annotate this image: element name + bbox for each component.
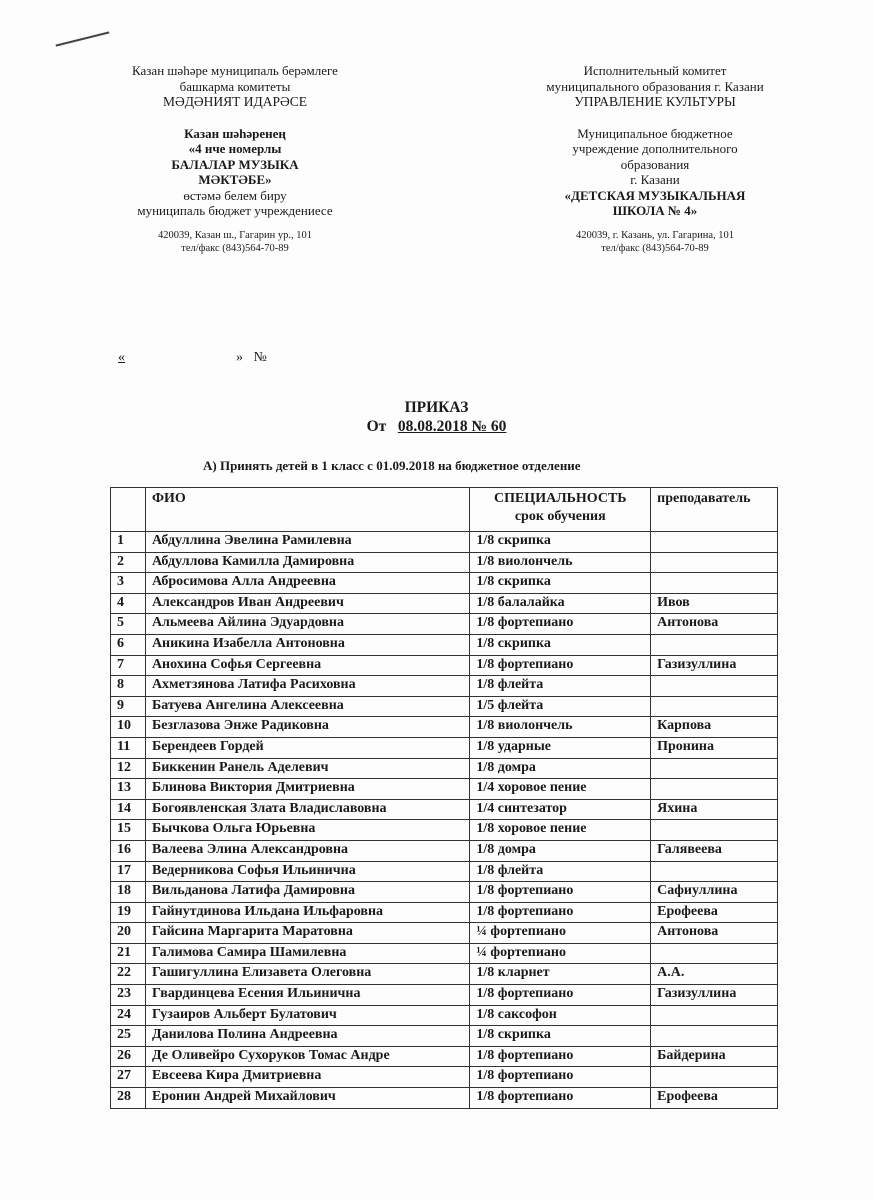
teacher: Ерофеева (651, 902, 778, 923)
teacher (651, 696, 778, 717)
table-row (111, 573, 778, 594)
table-row (111, 758, 778, 779)
table-row (111, 593, 778, 614)
school-line: Муниципальное бюджетное (577, 125, 733, 141)
specialty: 1/4 синтезатор (470, 799, 651, 820)
table-row (111, 1005, 778, 1026)
teacher: Байдерина (651, 1046, 778, 1067)
student-name: Абросимова Алла Андреевна (145, 573, 469, 594)
student-name: Гайсина Маргарита Маратовна (145, 923, 469, 944)
school-line: ШКОЛА № 4» (612, 203, 698, 218)
specialty: 1/8 флейта (470, 676, 651, 697)
header-left-tatar (110, 63, 360, 255)
specialty: 1/8 скрипка (470, 573, 651, 594)
table-row (111, 614, 778, 635)
row-number: 5 (111, 614, 146, 635)
row-number: 10 (111, 717, 146, 738)
number-sign: № (253, 350, 267, 365)
order-title (0, 398, 873, 436)
student-name: Батуева Ангелина Алексеевна (145, 696, 469, 717)
school-line: БАЛАЛАР МУЗЫКА (171, 156, 299, 172)
row-number: 26 (111, 1046, 146, 1067)
teacher (651, 676, 778, 697)
student-name: Евсеева Кира Дмитриевна (145, 1067, 469, 1088)
teacher: А.А. (651, 964, 778, 985)
school-line: «ДЕТСКАЯ МУЗЫКАЛЬНАЯ (564, 187, 746, 203)
specialty: 1/8 фортепиано (470, 614, 651, 635)
quote-close: » (236, 350, 243, 365)
table-header-row (111, 488, 778, 532)
teacher: Галявеева (651, 840, 778, 861)
specialty: 1/8 фортепиано (470, 882, 651, 903)
teacher (651, 1005, 778, 1026)
specialty: ¼ фортепиано (470, 923, 651, 944)
student-name: Ведерникова Софья Ильинична (145, 861, 469, 882)
phone: тел/факс (843)564-70-89 (601, 242, 709, 254)
teacher (651, 1026, 778, 1047)
teacher (651, 820, 778, 841)
student-name: Ахметзянова Латифа Расиховна (145, 676, 469, 697)
specialty-label: СПЕЦИАЛЬНОСТЬ (493, 491, 627, 506)
school-line: МӘКТӘБЕ» (198, 172, 272, 187)
header-specialty (470, 488, 651, 532)
table-row (111, 840, 778, 861)
term-label: срок обучения (514, 509, 606, 524)
student-name: Берендеев Гордей (145, 737, 469, 758)
pen-mark (56, 31, 110, 46)
address: 420039, Казан ш., Гагарин ур., 101 (158, 229, 312, 241)
school-line: г. Казани (630, 172, 680, 187)
teacher: Сафиуллина (651, 882, 778, 903)
specialty: 1/8 домра (470, 840, 651, 861)
student-name: Биккенин Ранель Аделевич (145, 758, 469, 779)
org-line: Исполнительный комитет (583, 63, 727, 78)
student-name: Гузаиров Альберт Булатович (145, 1005, 469, 1026)
teacher (651, 532, 778, 553)
date-number-line (118, 350, 267, 366)
table-row (111, 1026, 778, 1047)
student-name: Гвардинцева Есения Ильинична (145, 985, 469, 1006)
student-name: Гашигуллина Елизавета Олеговна (145, 964, 469, 985)
student-name: Аникина Изабелла Антоновна (145, 634, 469, 655)
order-date-number: 08.08.2018 № 60 (397, 418, 507, 435)
school-line: образования (620, 156, 690, 172)
teacher: Пронина (651, 737, 778, 758)
specialty: 1/8 фортепиано (470, 655, 651, 676)
student-name: Абдуллова Камилла Дамировна (145, 552, 469, 573)
student-name: Блинова Виктория Дмитриевна (145, 779, 469, 800)
table-row (111, 861, 778, 882)
specialty: 1/8 виолончель (470, 717, 651, 738)
student-name: Галимова Самира Шамилевна (145, 943, 469, 964)
student-name: Анохина Софья Сергеевна (145, 655, 469, 676)
row-number: 24 (111, 1005, 146, 1026)
student-name: Абдуллина Эвелина Рамилевна (145, 532, 469, 553)
row-number: 3 (111, 573, 146, 594)
specialty: 1/8 фортепиано (470, 902, 651, 923)
section-a-heading: А) Принять детей в 1 класс с 01.09.2018 на бюджетное отделение (203, 458, 581, 473)
table-row (111, 820, 778, 841)
row-number: 14 (111, 799, 146, 820)
row-number: 22 (111, 964, 146, 985)
table-row (111, 717, 778, 738)
school-line: муниципаль бюджет учреждениесе (137, 203, 333, 218)
row-number: 23 (111, 985, 146, 1006)
specialty: 1/5 флейта (470, 696, 651, 717)
header-right-russian (530, 63, 780, 255)
specialty: 1/8 балалайка (470, 593, 651, 614)
student-name: Вильданова Латифа Дамировна (145, 882, 469, 903)
table-row (111, 1046, 778, 1067)
specialty: 1/8 скрипка (470, 1026, 651, 1047)
specialty: 1/8 саксофон (470, 1005, 651, 1026)
school-line: «4 нче номерлы (188, 141, 282, 156)
student-name: Альмеева Айлина Эдуардовна (145, 614, 469, 635)
row-number: 13 (111, 779, 146, 800)
teacher: Карпова (651, 717, 778, 738)
teacher (651, 573, 778, 594)
row-number: 1 (111, 532, 146, 553)
specialty: 1/8 кларнет (470, 964, 651, 985)
table-row (111, 799, 778, 820)
table-row (111, 882, 778, 903)
order-heading: ПРИКАЗ (404, 399, 469, 416)
student-name: Безглазова Энже Радиковна (145, 717, 469, 738)
student-name: Гайнутдинова Ильдана Ильфаровна (145, 902, 469, 923)
students-table (110, 487, 778, 1109)
table-row (111, 985, 778, 1006)
org-line: МӘДӘНИЯТ ИДАРӘСЕ (162, 94, 308, 109)
teacher (651, 861, 778, 882)
org-line: УПРАВЛЕНИЕ КУЛЬТУРЫ (574, 94, 736, 109)
specialty: 1/8 фортепиано (470, 985, 651, 1006)
address: 420039, г. Казань, ул. Гагарина, 101 (576, 229, 734, 241)
row-number: 20 (111, 923, 146, 944)
row-number: 9 (111, 696, 146, 717)
specialty: 1/8 ударные (470, 737, 651, 758)
table-row (111, 1088, 778, 1109)
table-row (111, 943, 778, 964)
table-row (111, 696, 778, 717)
school-line: Казан шәһәренең (184, 125, 286, 141)
org-line: башкарма комитеты (179, 78, 291, 94)
teacher (651, 552, 778, 573)
row-number: 28 (111, 1088, 146, 1109)
table-row (111, 737, 778, 758)
teacher (651, 1067, 778, 1088)
table-row (111, 964, 778, 985)
table-row (111, 532, 778, 553)
header-number (111, 488, 146, 532)
row-number: 27 (111, 1067, 146, 1088)
teacher (651, 779, 778, 800)
row-number: 19 (111, 902, 146, 923)
student-name: Бычкова Ольга Юрьевна (145, 820, 469, 841)
order-from: От (366, 418, 387, 435)
specialty: 1/8 флейта (470, 861, 651, 882)
org-line: Казан шәһәре муниципаль берәмлеге (132, 63, 338, 78)
row-number: 11 (111, 737, 146, 758)
specialty: 1/8 фортепиано (470, 1088, 651, 1109)
row-number: 8 (111, 676, 146, 697)
header-teacher: преподаватель (651, 488, 778, 532)
student-name: Богоявленская Злата Владиславовна (145, 799, 469, 820)
org-line: муниципального образования г. Казани (546, 78, 764, 94)
row-number: 6 (111, 634, 146, 655)
row-number: 16 (111, 840, 146, 861)
student-name: Де Оливейро Сухоруков Томас Андре (145, 1046, 469, 1067)
row-number: 7 (111, 655, 146, 676)
specialty: 1/8 домра (470, 758, 651, 779)
phone: тел/факс (843)564-70-89 (181, 242, 289, 254)
row-number: 2 (111, 552, 146, 573)
specialty: 1/8 скрипка (470, 634, 651, 655)
teacher (651, 943, 778, 964)
quote-open: « (118, 350, 125, 365)
teacher: Яхина (651, 799, 778, 820)
school-line: өстәмә белем биру (183, 187, 287, 203)
table-row (111, 655, 778, 676)
table-row (111, 923, 778, 944)
school-line: учреждение дополнительного (572, 141, 738, 156)
specialty: 1/4 хоровое пение (470, 779, 651, 800)
header-name: ФИО (145, 488, 469, 532)
specialty: ¼ фортепиано (470, 943, 651, 964)
row-number: 12 (111, 758, 146, 779)
teacher: Ивов (651, 593, 778, 614)
specialty: 1/8 фортепиано (470, 1046, 651, 1067)
teacher: Газизуллина (651, 985, 778, 1006)
table-row (111, 1067, 778, 1088)
teacher: Антонова (651, 923, 778, 944)
teacher: Ерофеева (651, 1088, 778, 1109)
row-number: 4 (111, 593, 146, 614)
table-row (111, 779, 778, 800)
specialty: 1/8 фортепиано (470, 1067, 651, 1088)
teacher: Газизуллина (651, 655, 778, 676)
teacher: Антонова (651, 614, 778, 635)
table-row (111, 902, 778, 923)
specialty: 1/8 виолончель (470, 552, 651, 573)
student-name: Еронин Андрей Михайлович (145, 1088, 469, 1109)
row-number: 18 (111, 882, 146, 903)
student-name: Валеева Элина Александровна (145, 840, 469, 861)
row-number: 21 (111, 943, 146, 964)
student-name: Данилова Полина Андреевна (145, 1026, 469, 1047)
row-number: 15 (111, 820, 146, 841)
teacher (651, 758, 778, 779)
table-row (111, 676, 778, 697)
specialty: 1/8 скрипка (470, 532, 651, 553)
row-number: 17 (111, 861, 146, 882)
row-number: 25 (111, 1026, 146, 1047)
specialty: 1/8 хоровое пение (470, 820, 651, 841)
teacher (651, 634, 778, 655)
student-name: Александров Иван Андреевич (145, 593, 469, 614)
table-row (111, 634, 778, 655)
table-row (111, 552, 778, 573)
